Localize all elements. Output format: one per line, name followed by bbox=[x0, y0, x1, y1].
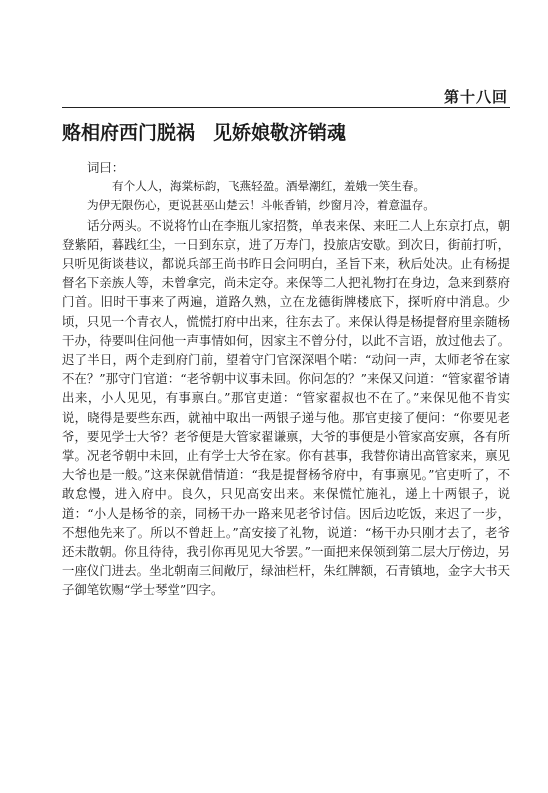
header-rule bbox=[62, 107, 510, 108]
chapter-title bbox=[62, 118, 346, 145]
poem-line-2: 为伊无限伤心，更说甚巫山楚云！斗帐香销，纱窗月冷，着意温存。 bbox=[87, 198, 435, 213]
ci-label: 词曰： bbox=[87, 160, 125, 175]
chapter-title-part2: 见娇娘敬济销魂 bbox=[213, 122, 347, 144]
chapter-number-header: 第十八回 bbox=[443, 88, 508, 106]
chapter-title-part1: 赂相府西门脱祸 bbox=[62, 122, 196, 144]
poem-line-1: 有个人人，海棠标韵，飞燕轻盈。酒晕潮红，羞娥一笑生春。 bbox=[112, 179, 426, 194]
body-text bbox=[62, 158, 510, 600]
main-paragraph: 话分两头。不说将竹山在李瓶儿家招赘，单表来保、来旺二人上东京打点，朝登紫陌，暮践红尘，一日到东京，进了万寿门，投旅店安歇。到次日，街前打听，只听见街谈巷议，都说兵部王尚书昨日会问明白，圣旨下来，秋后处决。止有杨提督名下亲族人等，未曾拿完，尚未定夺。来保等二人把礼物打在身边，急来到蔡府门首。旧时干事来了两遍，道路久熟，立在龙德街牌楼底下，探听府中消息。少顷，只见一个青衣人，慌慌打府中出来，往东去了。来保认得是杨提督府里亲随杨干办，待要叫住问他一声事情如何，因家主不曾分付，以此不言语，放过他去了。迟了半日，两个走到府门前，望着守门官深深唱个喏：“动问一声，太师老爷在家不在？”那守门官道：“老爷朝中议事未回。你问怎的？”来保又问道：“管家翟爷请出来，小人见见，有事禀白。”那官吏道：“管家翟叔也不在了。”来保见他不肯实说，晓得是要些东西，就袖中取出一两银子递与他。那官吏接了便问：“你要见老爷，要见学士大爷？老爷便是大管家翟谦禀，大爷的事便是小管家高安禀，各有所掌。况老爷朝中未回，止有学士大爷在家。你有甚事，我替你请出高管家来，禀见大爷也是一般。”这来保就借情道：“我是提督杨爷府中，有事禀见。”官吏听了，不敢怠慢，进入府中。良久，只见高安出来。来保慌忙施礼，递上十两银子，说道：“小人是杨爷的亲，同杨干办一路来见老爷讨信。因后边吃饭，来迟了一步，不想他先来了。所以不曾赶上。”高安接了礼物，说道：“杨干办只刚才去了，老爷还未散朝。你且待待，我引你再见见大爷罢。”一面把来保领到第二层大厅傍边，另一座仪门进去。坐北朝南三间敞厅，绿油栏杆，朱红牌额，石青镇地，金字大书天子御笔钦赐“学士琴堂”四字。 bbox=[62, 217, 510, 598]
